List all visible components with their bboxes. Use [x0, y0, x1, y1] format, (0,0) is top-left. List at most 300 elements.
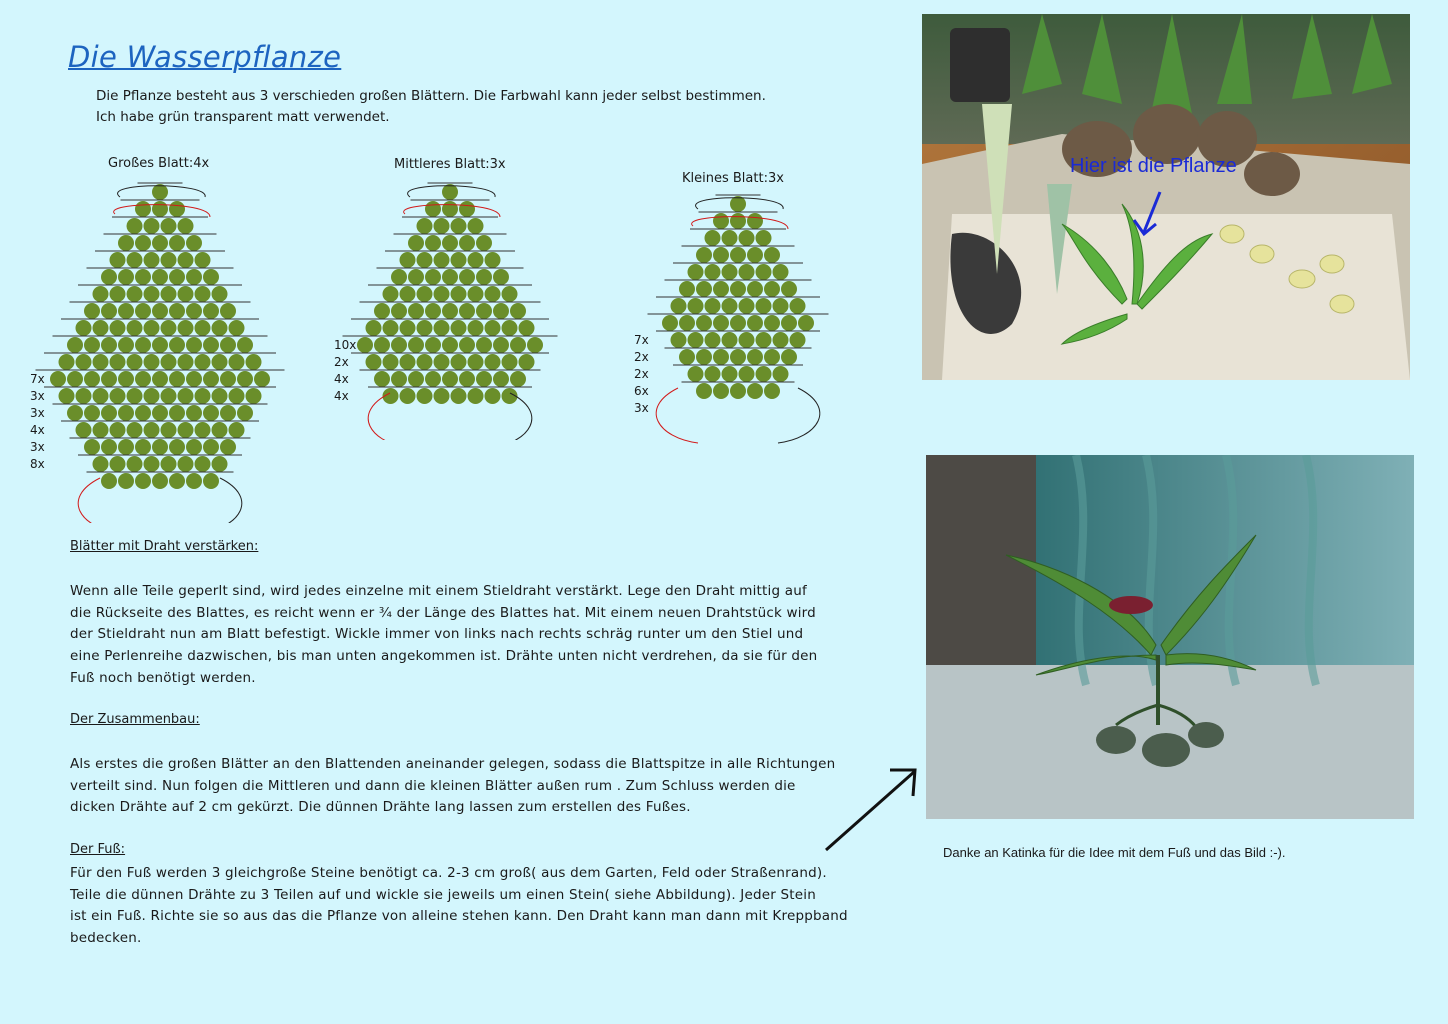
small-leaf-diagram: [612, 190, 832, 452]
bead: [468, 252, 484, 268]
bead: [178, 320, 194, 336]
bead: [152, 269, 168, 285]
medium-leaf-diagram: [320, 178, 560, 440]
row-count-label: 3x: [634, 401, 649, 415]
bead: [203, 303, 219, 319]
bead: [203, 269, 219, 285]
bead: [144, 456, 160, 472]
row-count-label: 10x: [334, 338, 357, 352]
bead: [178, 286, 194, 302]
bead: [161, 456, 177, 472]
bead: [417, 286, 433, 302]
bead: [425, 269, 441, 285]
section-heading-wire: Blätter mit Draht verstärken:: [70, 539, 259, 554]
bead: [110, 388, 126, 404]
bead: [747, 349, 763, 365]
bead: [110, 320, 126, 336]
bead: [459, 337, 475, 353]
bead: [161, 320, 177, 336]
bead: [152, 405, 168, 421]
bead: [730, 281, 746, 297]
bead: [468, 354, 484, 370]
bead: [254, 371, 270, 387]
bead: [169, 269, 185, 285]
bead: [67, 405, 83, 421]
bead: [722, 332, 738, 348]
bead: [195, 320, 211, 336]
bead: [527, 337, 543, 353]
bead: [357, 337, 373, 353]
bead: [417, 320, 433, 336]
bead: [713, 315, 729, 331]
bead: [195, 354, 211, 370]
bead: [93, 422, 109, 438]
bead: [493, 337, 509, 353]
paragraph-line: die Rückseite des Blattes, es reicht wenn er ¾ der Länge des Blattes hat. Mit einem neuen Drahtstück wird: [70, 604, 816, 621]
bead: [135, 439, 151, 455]
bead: [127, 422, 143, 438]
bead: [485, 388, 501, 404]
bead: [186, 337, 202, 353]
bead: [84, 303, 100, 319]
bead: [400, 354, 416, 370]
bead: [93, 286, 109, 302]
bead: [59, 388, 75, 404]
row-count-label: 3x: [30, 440, 45, 454]
bead: [442, 303, 458, 319]
bead: [485, 252, 501, 268]
bead: [764, 315, 780, 331]
bead: [101, 405, 117, 421]
bead: [127, 218, 143, 234]
bead: [502, 320, 518, 336]
bead: [135, 269, 151, 285]
bead: [76, 354, 92, 370]
bead: [169, 371, 185, 387]
bead: [118, 303, 134, 319]
bead: [459, 269, 475, 285]
paragraph-line: Teile die dünnen Drähte zu 3 Teilen auf und wickle sie jeweils um einen Stein( siehe Abbildung). Jeder Stein: [70, 886, 816, 903]
bead: [118, 235, 134, 251]
bead: [391, 337, 407, 353]
bead: [195, 422, 211, 438]
paragraph-line: verteilt sind. Nun folgen die Mittleren und dann die kleinen Blätter außen rum . Zum Schluss werden die: [70, 777, 796, 794]
bead: [178, 388, 194, 404]
bead: [76, 320, 92, 336]
bead: [383, 320, 399, 336]
row-count-label: 2x: [634, 367, 649, 381]
bead: [186, 235, 202, 251]
bead: [110, 286, 126, 302]
bead: [425, 235, 441, 251]
bead: [195, 286, 211, 302]
bead: [747, 247, 763, 263]
bead: [152, 184, 168, 200]
bead: [178, 252, 194, 268]
medium-leaf-label: Mittleres Blatt:3x: [394, 157, 506, 172]
bead: [705, 230, 721, 246]
bead: [713, 349, 729, 365]
bead: [730, 383, 746, 399]
bead: [144, 286, 160, 302]
bead: [237, 337, 253, 353]
bead: [110, 354, 126, 370]
bead: [688, 332, 704, 348]
bead: [442, 201, 458, 217]
bead: [237, 405, 253, 421]
bead: [756, 230, 772, 246]
section-body-foot: [70, 863, 870, 950]
bead: [144, 354, 160, 370]
bead: [510, 337, 526, 353]
bead: [93, 388, 109, 404]
bead: [756, 332, 772, 348]
bead: [722, 366, 738, 382]
bead: [220, 439, 236, 455]
bead: [169, 303, 185, 319]
bead: [434, 218, 450, 234]
paragraph-line: eine Perlenreihe dazwischen, bis man unten angekommen ist. Drähte unten nicht verdrehen, da sie für den: [70, 648, 818, 665]
bead: [135, 337, 151, 353]
wire-end: [656, 388, 698, 443]
bead: [451, 354, 467, 370]
bead: [400, 320, 416, 336]
bead: [178, 456, 194, 472]
large-leaf-label: Großes Blatt:4x: [108, 156, 210, 171]
bead: [451, 252, 467, 268]
bead: [417, 354, 433, 370]
bead: [127, 252, 143, 268]
bead: [152, 337, 168, 353]
bead: [781, 281, 797, 297]
bead: [195, 456, 211, 472]
bead: [798, 315, 814, 331]
bead: [246, 354, 262, 370]
bead: [212, 388, 228, 404]
bead: [76, 388, 92, 404]
bead: [101, 303, 117, 319]
bead: [442, 337, 458, 353]
row-count-label: 4x: [334, 372, 349, 386]
bead: [696, 383, 712, 399]
bead: [220, 337, 236, 353]
section-body-assembly: [70, 754, 870, 819]
bead: [476, 337, 492, 353]
bead: [152, 473, 168, 489]
bead: [186, 473, 202, 489]
bead: [425, 303, 441, 319]
row-count-label: 3x: [30, 389, 45, 403]
bead: [110, 252, 126, 268]
bead: [773, 366, 789, 382]
bead: [773, 298, 789, 314]
bead: [203, 371, 219, 387]
bead: [713, 213, 729, 229]
bead: [476, 269, 492, 285]
bead: [696, 349, 712, 365]
bead: [451, 218, 467, 234]
bead: [203, 473, 219, 489]
section-heading-foot: Der Fuß:: [70, 842, 126, 857]
paragraph-line: bedecken.: [70, 930, 142, 947]
bead: [408, 303, 424, 319]
bead: [468, 320, 484, 336]
paragraph-line: Als erstes die großen Blätter an den Blattenden aneinander gelegen, sodass die Blattspitze in alle Richtungen: [70, 756, 836, 772]
bead: [391, 269, 407, 285]
paragraph-line: dicken Drähte auf 2 cm gekürzt. Die dünnen Drähte lang lassen zum erstellen des Fußes.: [70, 799, 691, 816]
bead: [195, 252, 211, 268]
bead: [161, 252, 177, 268]
bead: [374, 371, 390, 387]
bead: [127, 286, 143, 302]
bead: [696, 247, 712, 263]
bead: [152, 439, 168, 455]
arrow-icon: [818, 760, 924, 856]
bead: [195, 388, 211, 404]
bead: [169, 439, 185, 455]
bead: [764, 281, 780, 297]
bead: [186, 439, 202, 455]
bead: [790, 332, 806, 348]
bead: [237, 371, 253, 387]
bead: [493, 269, 509, 285]
bead: [747, 213, 763, 229]
paragraph-line: Fuß noch benötigt werden.: [70, 669, 256, 686]
bead: [169, 405, 185, 421]
bead: [229, 354, 245, 370]
bead: [400, 388, 416, 404]
bead: [101, 439, 117, 455]
bead: [93, 320, 109, 336]
bead: [425, 201, 441, 217]
bead: [118, 337, 134, 353]
bead: [229, 320, 245, 336]
bead: [679, 349, 695, 365]
bead: [781, 349, 797, 365]
bead: [93, 354, 109, 370]
bead: [229, 388, 245, 404]
bead: [186, 303, 202, 319]
plant-photo: [926, 455, 1414, 819]
bead: [127, 388, 143, 404]
bead: [688, 298, 704, 314]
bead: [391, 303, 407, 319]
bead: [662, 315, 678, 331]
bead: [246, 388, 262, 404]
bead: [135, 473, 151, 489]
bead: [186, 371, 202, 387]
bead: [705, 298, 721, 314]
bead: [459, 201, 475, 217]
bead: [417, 252, 433, 268]
bead: [400, 252, 416, 268]
bead: [110, 422, 126, 438]
bead: [476, 371, 492, 387]
bead: [212, 456, 228, 472]
bead: [84, 337, 100, 353]
bead: [425, 371, 441, 387]
bead: [186, 269, 202, 285]
bead: [485, 286, 501, 302]
bead: [118, 473, 134, 489]
row-count-label: 6x: [634, 384, 649, 398]
bead: [713, 383, 729, 399]
bead: [764, 247, 780, 263]
bead: [178, 354, 194, 370]
bead: [756, 366, 772, 382]
bead: [84, 405, 100, 421]
bead: [451, 286, 467, 302]
bead: [127, 320, 143, 336]
bead: [118, 269, 134, 285]
bead: [135, 235, 151, 251]
bead: [739, 298, 755, 314]
bead: [220, 303, 236, 319]
bead: [203, 405, 219, 421]
bead: [756, 264, 772, 280]
bead: [705, 264, 721, 280]
bead: [144, 252, 160, 268]
row-count-label: 3x: [30, 406, 45, 420]
bead: [671, 332, 687, 348]
intro-line-1: Die Pflanze besteht aus 3 verschieden großen Blättern. Die Farbwahl kann jeder selbst bestimmen.: [96, 88, 766, 104]
bead: [161, 286, 177, 302]
bead: [178, 422, 194, 438]
bead: [135, 371, 151, 387]
bead: [135, 405, 151, 421]
bead: [485, 320, 501, 336]
bead: [756, 298, 772, 314]
bead: [493, 371, 509, 387]
bead: [67, 337, 83, 353]
row-count-label: 2x: [334, 355, 349, 369]
bead: [510, 303, 526, 319]
bead: [747, 383, 763, 399]
intro-text: [96, 86, 856, 128]
bead: [93, 456, 109, 472]
aquarium-photo: [922, 14, 1410, 380]
row-count-label: 8x: [30, 457, 45, 471]
row-count-label: 7x: [634, 333, 649, 347]
bead: [408, 337, 424, 353]
bead: [212, 354, 228, 370]
row-count-label: 2x: [634, 350, 649, 364]
bead: [730, 247, 746, 263]
bead: [459, 303, 475, 319]
bead: [391, 371, 407, 387]
bead: [434, 286, 450, 302]
bead: [50, 371, 66, 387]
bead: [203, 439, 219, 455]
bead: [493, 303, 509, 319]
bead: [220, 405, 236, 421]
bead: [152, 303, 168, 319]
bead: [144, 320, 160, 336]
bead: [417, 218, 433, 234]
bead: [468, 388, 484, 404]
bead: [366, 320, 382, 336]
bead: [135, 303, 151, 319]
bead: [459, 371, 475, 387]
bead: [730, 213, 746, 229]
bead: [152, 371, 168, 387]
bead: [679, 281, 695, 297]
bead: [76, 422, 92, 438]
paragraph-line: ist ein Fuß. Richte sie so aus das die Pflanze von alleine stehen kann. Den Draht kann man dann mit Kreppband: [70, 908, 848, 925]
bead: [408, 235, 424, 251]
bead: [773, 264, 789, 280]
section-heading-assembly: Der Zusammenbau:: [70, 712, 200, 727]
intro-line-2: Ich habe grün transparent matt verwendet.: [96, 109, 390, 125]
bead: [790, 298, 806, 314]
bead: [101, 337, 117, 353]
bead: [110, 456, 126, 472]
bead: [118, 439, 134, 455]
bead: [764, 349, 780, 365]
bead: [519, 320, 535, 336]
bead: [212, 286, 228, 302]
bead: [383, 286, 399, 302]
row-count-label: 4x: [334, 389, 349, 403]
bead: [730, 315, 746, 331]
bead: [366, 354, 382, 370]
bead: [434, 252, 450, 268]
bead: [67, 371, 83, 387]
bead: [739, 366, 755, 382]
bead: [118, 405, 134, 421]
bead: [476, 303, 492, 319]
bead: [186, 405, 202, 421]
bead: [144, 422, 160, 438]
bead: [220, 371, 236, 387]
bead: [169, 235, 185, 251]
bead: [84, 439, 100, 455]
bead: [459, 235, 475, 251]
bead: [442, 371, 458, 387]
bead: [127, 456, 143, 472]
bead: [434, 320, 450, 336]
bead: [705, 332, 721, 348]
bead: [485, 354, 501, 370]
bead: [713, 247, 729, 263]
small-leaf-label: Kleines Blatt:3x: [682, 171, 784, 186]
bead: [510, 371, 526, 387]
bead: [442, 269, 458, 285]
bead: [144, 388, 160, 404]
bead: [730, 196, 746, 212]
bead: [451, 320, 467, 336]
bead: [84, 371, 100, 387]
bead: [519, 354, 535, 370]
bead: [502, 354, 518, 370]
bead: [434, 354, 450, 370]
bead: [152, 201, 168, 217]
bead: [212, 320, 228, 336]
bead: [417, 388, 433, 404]
bead: [722, 230, 738, 246]
page-title: Die Wasserpflanze: [68, 40, 342, 74]
bead: [408, 269, 424, 285]
bead: [135, 201, 151, 217]
bead: [425, 337, 441, 353]
bead: [696, 281, 712, 297]
bead: [747, 281, 763, 297]
bead: [679, 315, 695, 331]
bead: [468, 218, 484, 234]
bead: [764, 383, 780, 399]
bead: [739, 230, 755, 246]
bead: [169, 201, 185, 217]
